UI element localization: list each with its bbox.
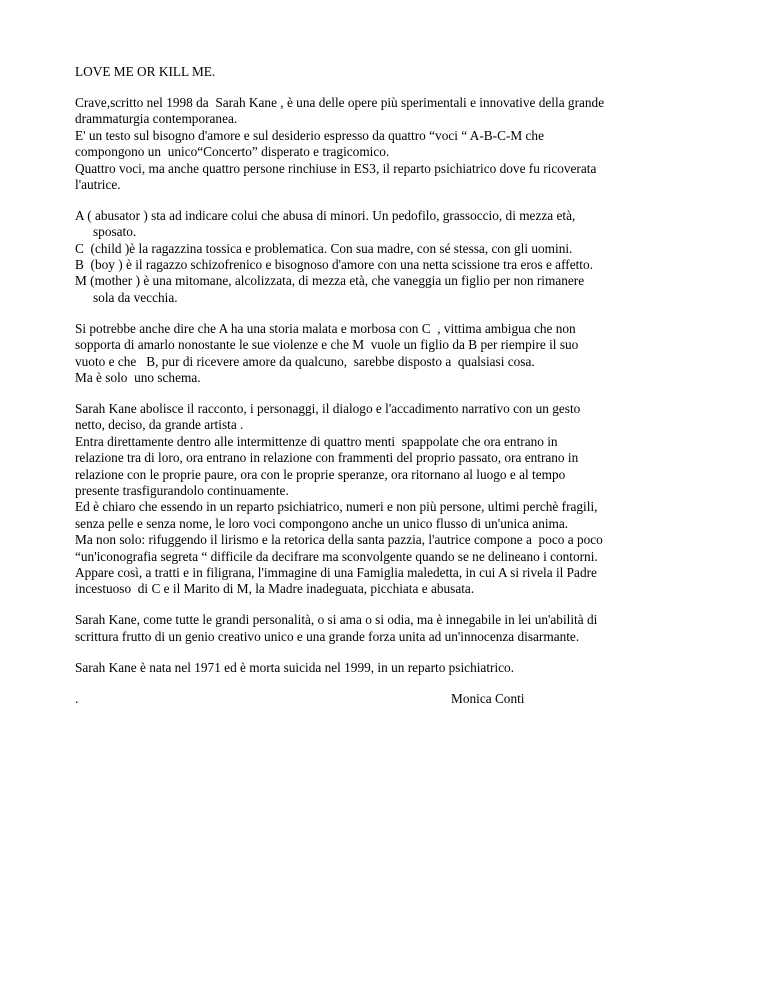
text-line: Ma non solo: rifuggendo il lirismo e la retorica della santa pazzia, l'autrice compone a poco a poco [75,532,603,548]
paragraph-gap [75,645,705,660]
paragraph-characters [75,208,705,306]
text-line: Ma è solo uno schema. [75,370,201,386]
paragraph-schema [75,321,705,387]
text-line: Sarah Kane, come tutte le grandi personalità, o si ama o si odia, ma è innegabile in lei un'abilità di [75,612,598,628]
text-line: C (child )è la ragazzina tossica e problematica. Con sua madre, con sé stessa, con gli uomini. [75,240,573,256]
text-line: sola da vecchia. [93,289,178,305]
paragraph-judgement [75,612,705,645]
text-line: Sarah Kane abolisce il racconto, i personaggi, il dialogo e l'accadimento narrativo con un gesto [75,401,581,417]
text-line: Si potrebbe anche dire che A ha una storia malata e morbosa con C , vittima ambigua che non [75,320,576,336]
document-page [75,64,705,707]
paragraph-analysis [75,401,705,598]
text-line: sposato. [93,224,137,240]
paragraph-biography [75,660,705,676]
text-line: netto, deciso, da grande artista . [75,417,244,433]
paragraph-gap [75,676,705,691]
text-line: sopporta di amarlo nonostante le sue violenze e che M vuole un figlio da B per riempire il suo [75,337,579,353]
text-line: Sarah Kane è nata nel 1971 ed è morta suicida nel 1999, in un reparto psichiatrico. [75,659,515,675]
text-line: incestuoso di C e il Marito di M, la Madre inadeguata, picchiata e abusata. [75,581,475,597]
signature-dot: . [75,690,79,706]
text-line: relazione con le proprie paure, ora con le proprie speranze, ora ritornano al luogo e al tempo [75,466,566,482]
paragraph-gap [75,386,705,401]
text-line: drammaturgia contemporanea. [75,111,238,127]
paragraph-gap [75,80,705,95]
paragraph-gap [75,306,705,321]
text-line: senza pelle e senza nome, le loro voci compongono anche un unico flusso di un'unica anima. [75,515,569,531]
text-line: Quattro voci, ma anche quattro persone rinchiuse in ES3, il reparto psichiatrico dove fu ricoverata [75,160,597,176]
text-line: Appare così, a tratti e in filigrana, l'immagine di una Famiglia maledetta, in cui A si rivela il Padre [75,564,597,580]
text-line: vuoto e che B, pur di ricevere amore da qualcuno, sarebbe disposto a qualsiasi cosa. [75,353,535,369]
text-line: l'autrice. [75,176,121,192]
text-line: Crave,scritto nel 1998 da Sarah Kane , è una delle opere più sperimentali e innovative della grande [75,94,605,110]
text-line: Ed è chiaro che essendo in un reparto psichiatrico, numeri e non più persone, ultimi perchè fragili, [75,499,598,515]
text-line: E' un testo sul bisogno d'amore e sul desiderio espresso da quattro “voci “ A-B-C-M che [75,127,544,143]
text-line: B (boy ) è il ragazzo schizofrenico e bisognoso d'amore con una netta scissione tra eros e affetto. [75,257,593,273]
paragraph-intro [75,95,705,193]
text-line: Entra direttamente dentro alle intermittenze di quattro menti spappolate che ora entrano in [75,433,558,449]
text-line: M (mother ) è una mitomane, alcolizzata, di mezza età, che vaneggia un figlio per non rimanere [75,273,585,289]
text-line: compongono un unico“Concerto” disperato e tragicomico. [75,144,390,160]
signature-line [75,691,705,707]
text-line: “un'iconografia segreta “ difficile da decifrare ma sconvolgente quando se ne delineano i contorni. [75,548,598,564]
paragraph-gap [75,193,705,208]
author-name: Monica Conti [451,690,525,706]
text-line: scrittura frutto di un genio creativo unico e una grande forza unita ad un'innocenza disarmante. [75,628,580,644]
text-line: A ( abusator ) sta ad indicare colui che abusa di minori. Un pedofilo, grassoccio, di mezza età, [75,207,576,223]
text-line: relazione tra di loro, ora entrano in relazione con frammenti del proprio passato, ora entrano in [75,450,579,466]
paragraph-gap [75,598,705,613]
text-line: presente trasfigurandolo continuamente. [75,482,289,498]
document-title: LOVE ME OR KILL ME. [75,64,216,79]
